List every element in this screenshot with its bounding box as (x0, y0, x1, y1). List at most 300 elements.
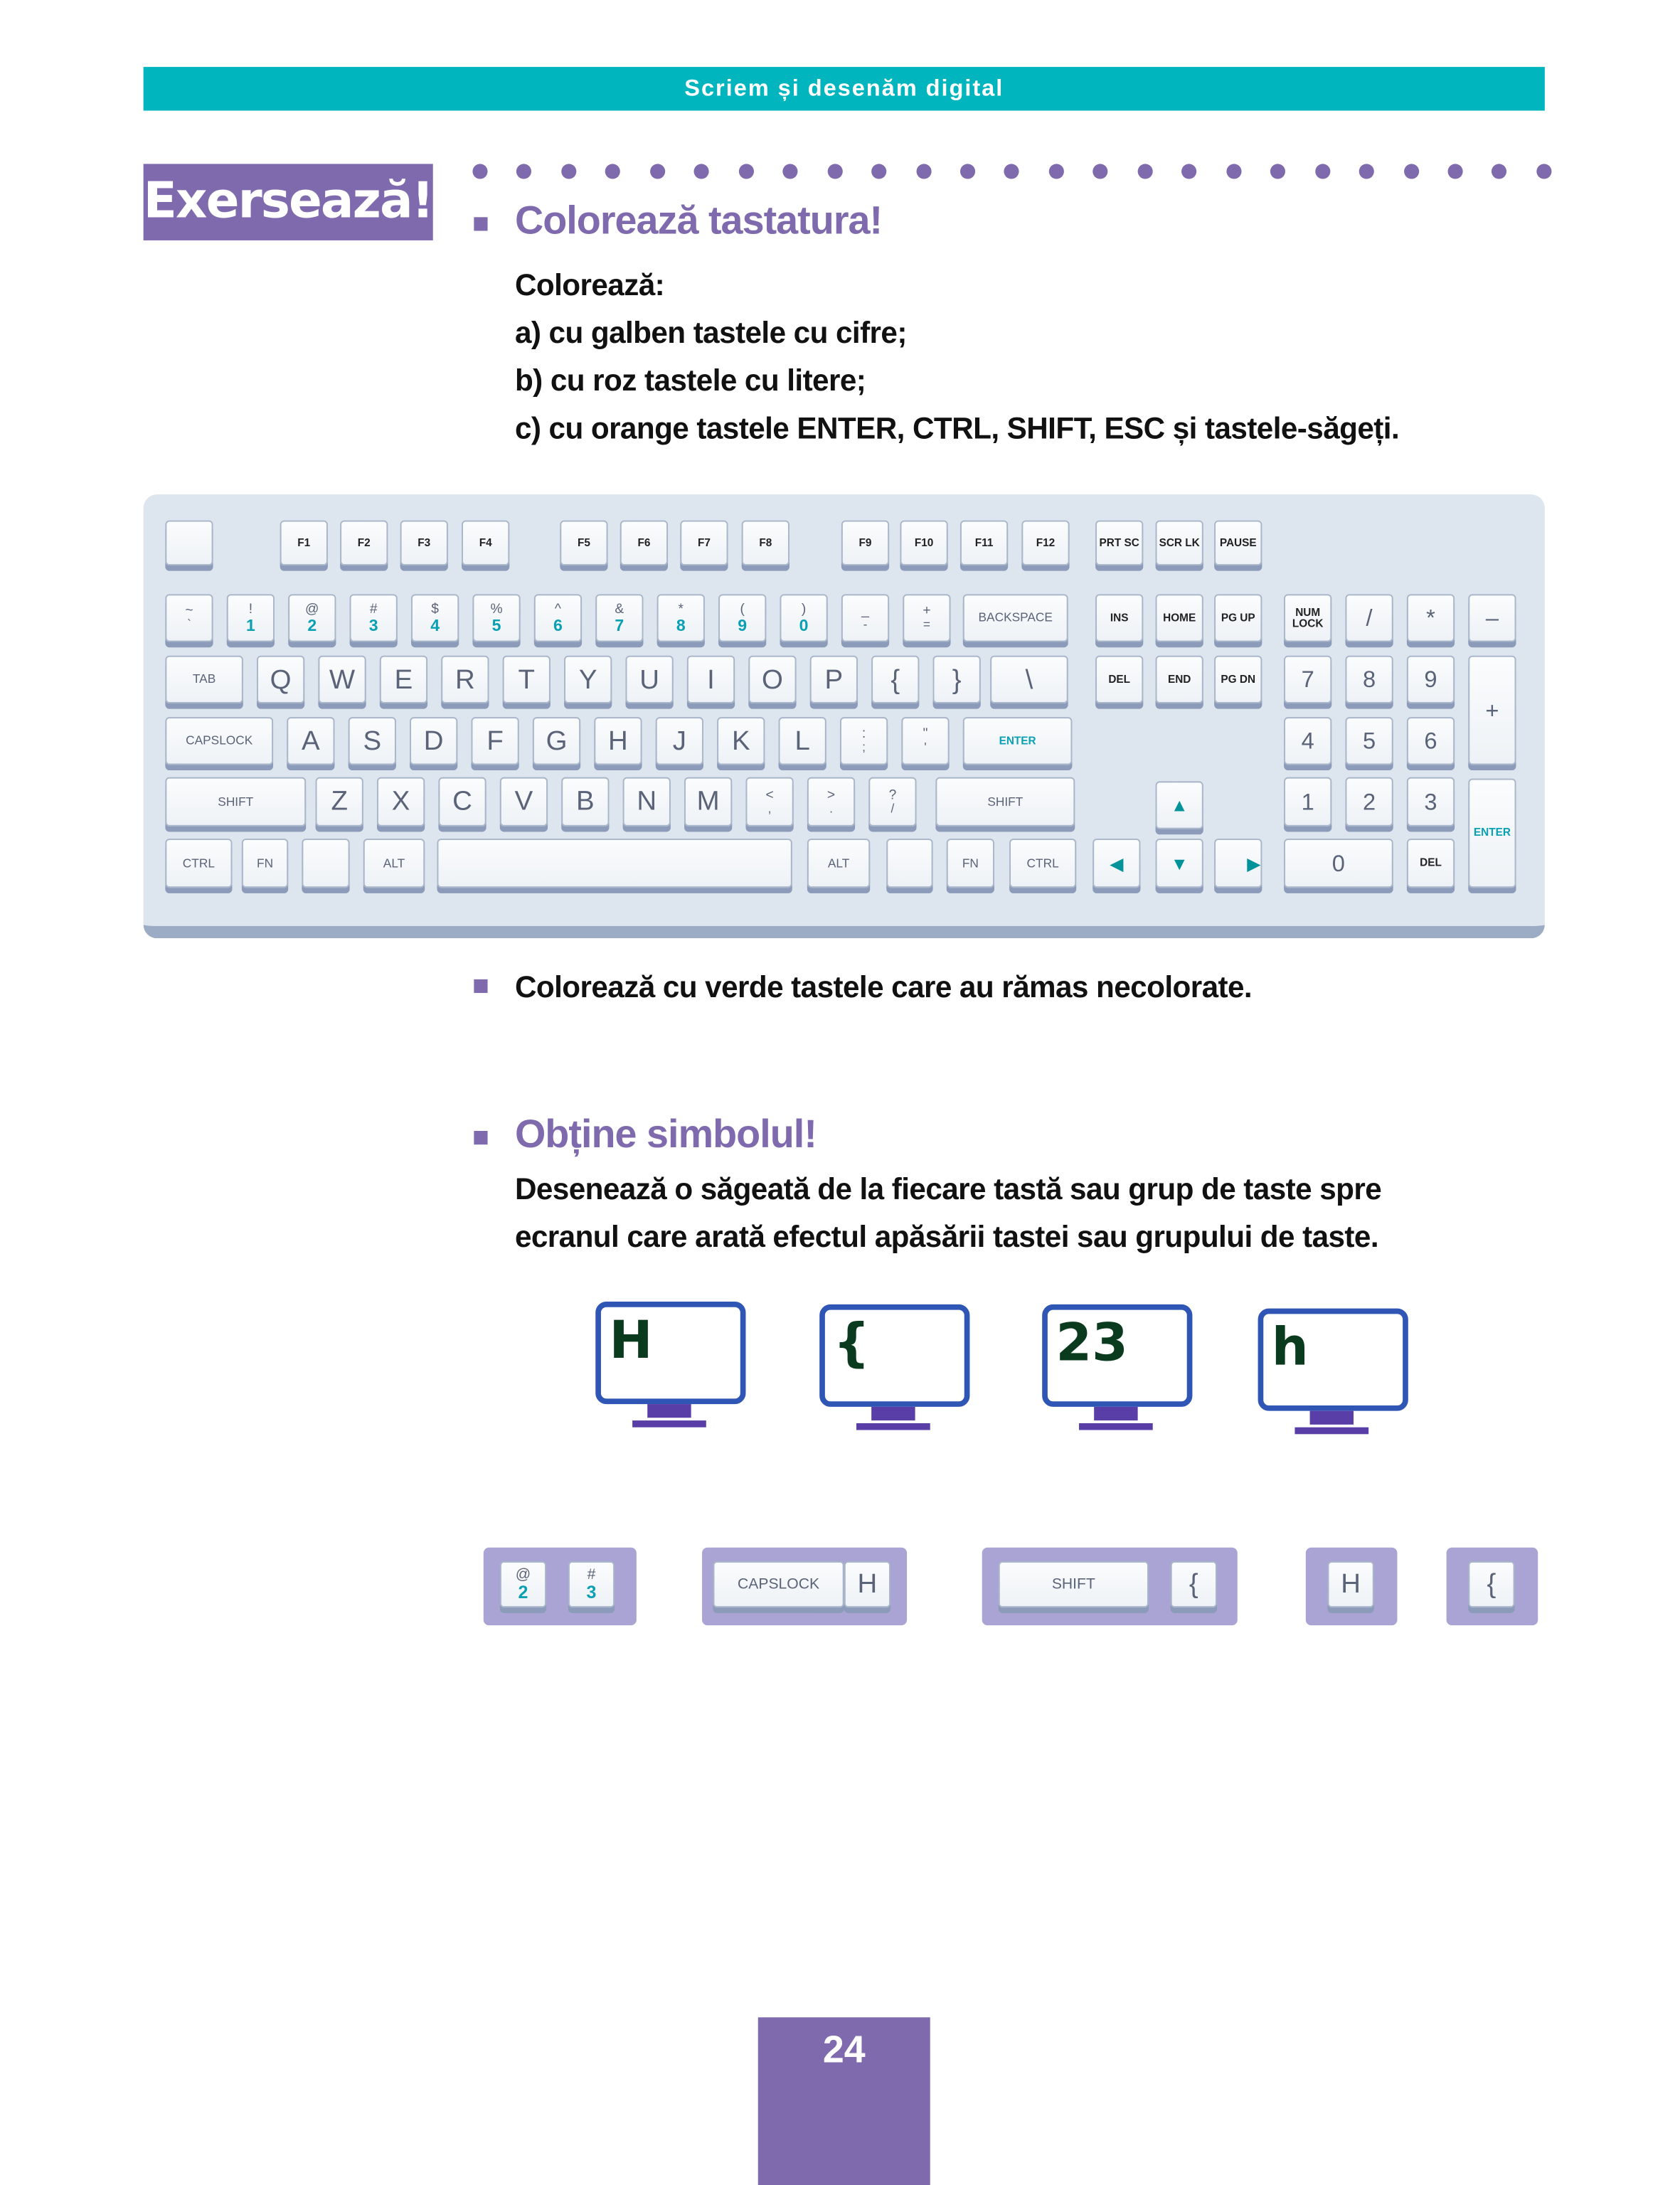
key-label: SHIFT (987, 794, 1024, 808)
key-label: PAUSE (1219, 536, 1257, 549)
key (900, 521, 947, 565)
key (1214, 656, 1262, 703)
key (411, 594, 459, 642)
key (903, 594, 950, 642)
instruction-line: ecranul care arată efectul apăsării tastei sau grupului de taste. (514, 1219, 1379, 1254)
key-label: END (1167, 672, 1191, 686)
key-shift-symbol: ( (740, 601, 745, 617)
key-label: F5 (577, 536, 590, 549)
key-shift-symbol: ! (248, 601, 253, 617)
key (1407, 717, 1455, 765)
key-label: F12 (1036, 536, 1056, 549)
key (1156, 656, 1203, 703)
key-label: 9 (1424, 666, 1437, 693)
key (680, 521, 728, 565)
key (999, 1561, 1149, 1607)
key-combination (484, 1548, 637, 1625)
page-number: 24 (758, 2017, 930, 2185)
arrow-left-icon: ◀ (1110, 853, 1124, 874)
instruction-line: b) cu roz tastele cu litere; (514, 363, 866, 398)
key-label: SCR LK (1159, 536, 1200, 549)
key (410, 717, 457, 765)
dot (650, 164, 665, 179)
key-label: + (1485, 697, 1499, 723)
key-label: L (794, 725, 810, 756)
key (257, 656, 304, 703)
screen-output: H (609, 1309, 653, 1371)
key (807, 839, 870, 888)
dot (1314, 164, 1329, 179)
screen-output: h (1271, 1317, 1309, 1377)
key (717, 717, 765, 765)
bullet-icon (474, 979, 487, 993)
dot (1049, 164, 1064, 179)
monitor-screen (595, 1302, 745, 1404)
monitor-base (856, 1423, 930, 1430)
key-label: ALT (827, 856, 850, 870)
key-label: CAPSLOCK (186, 733, 253, 748)
key-label: { (890, 664, 900, 695)
key-label: H (608, 725, 628, 756)
key-label: E (394, 664, 413, 695)
key (568, 1561, 615, 1607)
key-label: 9 (738, 615, 748, 634)
key (438, 777, 486, 826)
key (594, 717, 642, 765)
key-label: ALT (383, 856, 405, 870)
key (810, 656, 858, 703)
key-label: ` (187, 617, 191, 632)
key (1156, 521, 1203, 565)
key-label: – (1485, 605, 1499, 632)
key-label: = (923, 617, 930, 632)
key (1328, 1561, 1374, 1607)
key-label: CTRL (182, 856, 215, 870)
key-label: } (952, 664, 962, 695)
key (1021, 521, 1069, 565)
dot (1182, 164, 1197, 179)
key-label: DEL (1420, 856, 1442, 869)
key (564, 656, 612, 703)
key (227, 594, 275, 642)
key (1407, 839, 1455, 888)
key (623, 777, 671, 826)
key-label: I (707, 664, 715, 695)
dot (738, 164, 753, 179)
key (534, 594, 582, 642)
key-label: F10 (914, 536, 934, 549)
key-combination (702, 1548, 907, 1625)
key-label: TAB (192, 671, 216, 686)
key (1284, 839, 1393, 888)
key-label: 8 (676, 615, 686, 634)
instruction-line: a) cu galben tastele cu cifre; (514, 315, 907, 350)
key-label: F11 (974, 536, 994, 549)
exercise-label: Exersează! (144, 164, 433, 240)
dot (1447, 164, 1462, 179)
key-shift-symbol: ) (801, 601, 807, 617)
instruction-line: Desenează o săgeată de la fiecare tastă sau grup de taste spre (514, 1171, 1382, 1206)
key (340, 521, 388, 565)
key-label: V (514, 787, 533, 817)
key (901, 717, 949, 765)
key (533, 717, 580, 765)
screen-output: { (833, 1312, 871, 1373)
dot (561, 164, 576, 179)
key (363, 839, 425, 888)
key-label: F4 (479, 536, 492, 549)
key (472, 717, 519, 765)
key-label: 4 (430, 615, 440, 634)
key (1407, 777, 1455, 826)
key-label: S (363, 725, 382, 756)
key-shift-symbol: * (678, 601, 684, 617)
key-shift-symbol: ? (888, 787, 897, 803)
monitor-stand (647, 1404, 691, 1418)
key-label: O (761, 664, 783, 695)
key-label: , (767, 801, 772, 815)
bullet-icon (474, 217, 487, 230)
key (500, 777, 548, 826)
key (1345, 656, 1393, 703)
key-label: PG DN (1221, 672, 1256, 686)
key (1214, 594, 1262, 642)
arrow-right-icon: ▶ (1247, 853, 1261, 874)
key (871, 656, 919, 703)
key (1284, 656, 1331, 703)
key-label: 2 (1363, 788, 1376, 815)
key (561, 777, 609, 826)
key-label: PG UP (1221, 611, 1255, 624)
key-label: 6 (1424, 728, 1437, 755)
key-label: ; (862, 740, 866, 755)
key-label: CTRL (1026, 856, 1059, 870)
section-title-symbol: Obține simbolul! (514, 1113, 817, 1157)
key-label: 8 (1363, 666, 1376, 693)
key-label: F3 (418, 536, 431, 549)
key-label: F8 (759, 536, 772, 549)
key-shift-symbol: $ (431, 601, 439, 617)
key-label: 5 (1363, 728, 1376, 755)
key (1284, 717, 1331, 765)
dot (916, 164, 931, 179)
key (935, 777, 1075, 826)
arrow-down-icon: ▼ (1170, 853, 1189, 874)
key (960, 521, 1008, 565)
dot (1403, 164, 1418, 179)
key-label: ENTER (1473, 826, 1511, 839)
key-label: 1 (1301, 788, 1314, 815)
key-label: . (829, 801, 833, 815)
monitor-base (1079, 1423, 1153, 1430)
key-label: 5 (491, 615, 501, 634)
key (472, 594, 520, 642)
key-shift-symbol: + (923, 603, 931, 619)
key-label: DEL (1108, 672, 1131, 686)
key-shift-symbol: # (369, 601, 378, 617)
key (350, 594, 398, 642)
key-combination (1447, 1548, 1538, 1625)
key-label: 3 (1424, 788, 1437, 815)
key (947, 839, 994, 888)
key (886, 839, 932, 888)
key-label: HOME (1163, 611, 1196, 624)
instruction-line: Colorează: (514, 267, 665, 302)
key-label: 3 (586, 1581, 597, 1602)
key-label: F1 (297, 536, 311, 549)
key (165, 839, 232, 888)
key (1345, 777, 1393, 826)
monitor-screen (819, 1304, 969, 1407)
monitor-stand (1310, 1411, 1354, 1425)
key-label: Z (331, 787, 348, 817)
key-label: 0 (799, 615, 809, 634)
key-label: Y (578, 664, 597, 695)
key (316, 777, 363, 826)
dot (1359, 164, 1374, 179)
key-label: K (731, 725, 750, 756)
key-label: CAPSLOCK (738, 1575, 820, 1593)
arrow-up-icon: ▲ (1170, 794, 1189, 816)
key (684, 777, 732, 826)
instruction-line: Colorează cu verde tastele care au rămas necolorate. (514, 969, 1253, 1004)
key (657, 594, 705, 642)
key (165, 521, 213, 565)
key (1284, 777, 1331, 826)
key (840, 717, 888, 765)
key (718, 594, 766, 642)
key-shift-symbol: @ (515, 1566, 531, 1583)
key (349, 717, 396, 765)
key-shift-symbol: " (923, 726, 928, 742)
key (165, 656, 243, 703)
key-label: J (672, 725, 686, 756)
key-label: * (1426, 605, 1435, 632)
key-label: 3 (368, 615, 378, 634)
key-label: - (863, 617, 868, 632)
dot (1004, 164, 1019, 179)
key (287, 717, 334, 765)
dot (783, 164, 798, 179)
key-shift-symbol: ^ (554, 601, 561, 617)
key (1095, 521, 1143, 565)
key-label: FN (257, 856, 274, 870)
key-label: W (329, 664, 356, 695)
key-label: 7 (615, 615, 624, 634)
key (841, 521, 889, 565)
key (933, 656, 981, 703)
key (441, 656, 489, 703)
key-label: G (546, 725, 568, 756)
key-label: N (637, 787, 657, 817)
dot (1492, 164, 1507, 179)
key (1214, 521, 1262, 565)
key (748, 656, 796, 703)
key-combination (982, 1548, 1238, 1625)
monitor-stand (1094, 1407, 1137, 1420)
key-label: B (576, 787, 595, 817)
key-combination (1306, 1548, 1398, 1625)
chapter-header: Scriem și desenăm digital (144, 67, 1545, 110)
key (620, 521, 668, 565)
key-label: ' (924, 740, 927, 755)
key (400, 521, 448, 565)
key-shift-symbol: _ (861, 603, 869, 619)
key (1095, 594, 1143, 642)
dot (694, 164, 709, 179)
key (1468, 1561, 1514, 1607)
dot (1270, 164, 1285, 179)
key-label: A (302, 725, 320, 756)
section-title-keyboard: Colorează tastatura! (514, 199, 883, 243)
key-label: H (857, 1569, 878, 1600)
key-label: 2 (518, 1581, 528, 1602)
key-label: / (1366, 605, 1373, 632)
key (380, 656, 427, 703)
key-label: F2 (357, 536, 371, 549)
key (1345, 594, 1393, 642)
key (1009, 839, 1076, 888)
key-label: 0 (1331, 850, 1345, 876)
key (1156, 781, 1203, 829)
key-label: F6 (637, 536, 651, 549)
key (288, 594, 336, 642)
key (165, 777, 306, 826)
key-label: 2 (307, 615, 317, 634)
key-shift-symbol: > (826, 787, 836, 803)
key (1284, 594, 1331, 642)
key-label: INS (1110, 611, 1129, 624)
instruction-line: c) cu orange tastele ENTER, CTRL, SHIFT, ESC și tastele-săgeți. (514, 411, 1400, 446)
key (1156, 839, 1203, 888)
key (807, 777, 855, 826)
key (990, 656, 1068, 703)
key-label: P (824, 664, 844, 695)
key (745, 777, 793, 826)
key-label: ENTER (999, 734, 1036, 747)
dot (605, 164, 620, 179)
key (560, 521, 607, 565)
key-label: 4 (1301, 728, 1314, 755)
key-shift-symbol: ~ (185, 603, 193, 619)
key (1468, 594, 1516, 642)
key-label: Q (270, 664, 292, 695)
dot (1226, 164, 1241, 179)
key (841, 594, 889, 642)
key-label: 6 (553, 615, 563, 634)
key-shift-symbol: @ (305, 601, 319, 617)
dotted-divider (472, 164, 1551, 180)
key-label: SHIFT (1051, 1575, 1095, 1593)
dot (1137, 164, 1152, 179)
key (595, 594, 643, 642)
key (1468, 656, 1516, 765)
key (844, 1561, 890, 1607)
key (742, 521, 790, 565)
key (1171, 1561, 1217, 1607)
key-label: U (639, 664, 659, 695)
key-label: H (1341, 1569, 1361, 1600)
key-label: \ (1025, 664, 1033, 695)
key (780, 594, 827, 642)
key-shift-symbol: & (615, 601, 624, 617)
bullet-icon (474, 1131, 487, 1144)
key (963, 594, 1068, 642)
dot (1093, 164, 1108, 179)
key-label: / (890, 801, 895, 815)
key (713, 1561, 844, 1607)
key-label: BACKSPACE (978, 610, 1053, 624)
key (280, 521, 328, 565)
key (318, 656, 366, 703)
dot (517, 164, 532, 179)
key (1345, 717, 1393, 765)
keyboard-illustration (144, 494, 1545, 938)
dot (871, 164, 886, 179)
key (242, 839, 288, 888)
dot (960, 164, 975, 179)
key-label: SHIFT (218, 794, 254, 808)
key (868, 777, 916, 826)
key (1468, 779, 1516, 888)
key (779, 717, 826, 765)
key-label: FN (962, 856, 979, 870)
key (1156, 594, 1203, 642)
dot (1536, 164, 1551, 179)
key-label: T (518, 664, 536, 695)
dot (472, 164, 487, 179)
key-label: F7 (697, 536, 711, 549)
key-label: NUM LOCK (1292, 605, 1324, 629)
key-shift-symbol: < (765, 787, 774, 803)
key (165, 717, 273, 765)
monitor-base (632, 1420, 706, 1428)
key (437, 839, 792, 888)
key-shift-symbol: % (490, 601, 503, 617)
monitor-screen (1258, 1309, 1408, 1411)
key (500, 1561, 546, 1607)
key (1095, 656, 1143, 703)
key-label: R (454, 664, 475, 695)
key (963, 717, 1073, 765)
key-label: D (423, 725, 444, 756)
key (1092, 839, 1140, 888)
screen-output: 23 (1056, 1312, 1128, 1373)
key (462, 521, 509, 565)
key (377, 777, 425, 826)
key-shift-symbol: : (861, 726, 866, 742)
key-label: { (1189, 1569, 1198, 1600)
key (625, 656, 673, 703)
key (302, 839, 349, 888)
monitor-base (1294, 1428, 1368, 1435)
key-label: M (696, 787, 720, 817)
key (165, 594, 213, 642)
key-label: PRT SC (1099, 536, 1139, 549)
key-label: F9 (858, 536, 872, 549)
key (1214, 839, 1262, 888)
monitor-stand (871, 1407, 915, 1420)
key-label: C (452, 787, 472, 817)
key-label: 1 (245, 615, 255, 634)
key-label: F (487, 725, 504, 756)
key (656, 717, 703, 765)
key (1407, 656, 1455, 703)
key-label: { (1487, 1569, 1496, 1600)
monitor-screen (1042, 1304, 1192, 1407)
key (503, 656, 551, 703)
dot (827, 164, 842, 179)
